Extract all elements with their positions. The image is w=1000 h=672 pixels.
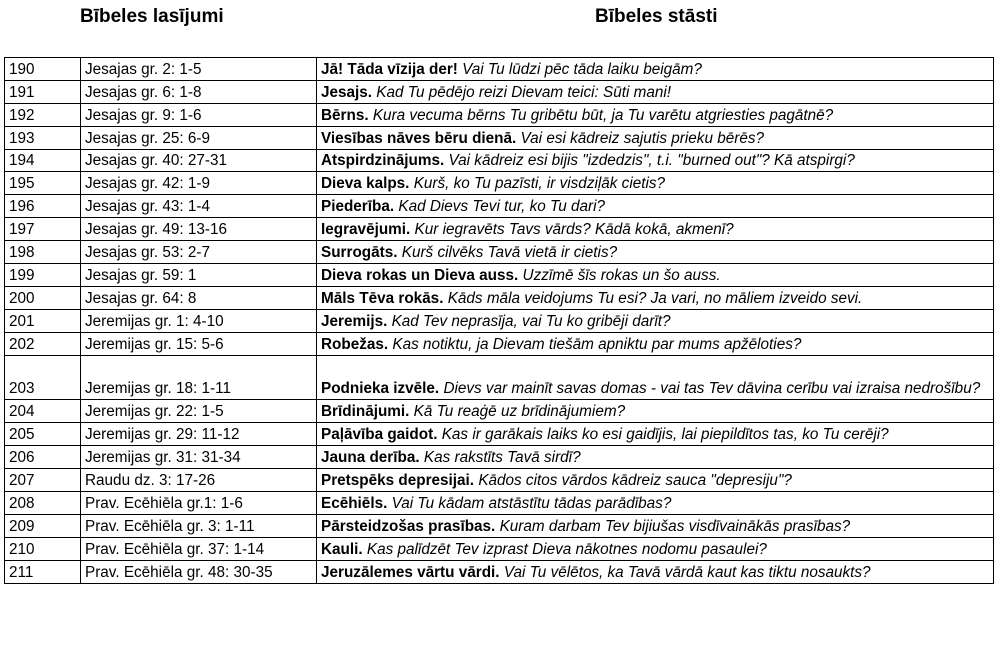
story-question: Kura vecuma bērns Tu gribētu būt, ja Tu varētu atgriesties pagātnē? (372, 106, 834, 124)
row-number: 191 (5, 80, 81, 103)
row-number: 200 (5, 286, 81, 309)
bible-reference: Jesajas gr. 53: 2-7 (81, 241, 317, 264)
stories-header: Bībeles stāsti (595, 6, 718, 27)
row-number: 196 (5, 195, 81, 218)
story-title: Ecēhiēls. (321, 494, 388, 512)
table-row (5, 126, 994, 149)
bible-reference: Jesajas gr. 59: 1 (81, 264, 317, 287)
bible-reference: Prav. Ecēhiēla gr. 48: 30-35 (81, 560, 317, 583)
table-row (5, 218, 994, 241)
bible-reference: Raudu dz. 3: 17-26 (81, 469, 317, 492)
table-row (5, 149, 994, 172)
table-row (5, 400, 994, 423)
row-number: 197 (5, 218, 81, 241)
row-number: 202 (5, 332, 81, 355)
bible-reference: Jeremijas gr. 29: 11-12 (81, 423, 317, 446)
bible-reference: Jesajas gr. 43: 1-4 (81, 195, 317, 218)
story-question: Dievs var mainīt savas domas - vai tas Tev dāvina cerību vai izraisa nedrošību? (443, 380, 981, 398)
story-cell (317, 560, 994, 583)
row-number: 198 (5, 241, 81, 264)
story-title: Jeremijs. (321, 312, 388, 330)
story-cell (317, 514, 994, 537)
story-title: Dieva kalps. (321, 175, 410, 193)
bible-reference: Jeremijas gr. 31: 31-34 (81, 446, 317, 469)
story-cell (317, 149, 994, 172)
row-number: 193 (5, 126, 81, 149)
story-cell (317, 195, 994, 218)
bible-reference: Jesajas gr. 64: 8 (81, 286, 317, 309)
story-cell (317, 355, 994, 400)
story-cell (317, 103, 994, 126)
story-title: Jesajs. (321, 83, 373, 101)
readings-table (4, 57, 994, 584)
story-title: Paļāvība gaidot. (321, 426, 438, 444)
story-title: Brīdinājumi. (321, 403, 410, 421)
bible-reference: Jesajas gr. 2: 1-5 (81, 58, 317, 81)
row-number: 210 (5, 537, 81, 560)
row-number: 203 (5, 355, 81, 400)
story-cell (317, 446, 994, 469)
story-question: Kurš cilvēks Tavā vietā ir cietis? (401, 244, 618, 262)
row-number: 195 (5, 172, 81, 195)
story-question: Vai Tu lūdzi pēc tāda laiku beigām? (462, 60, 702, 78)
table-row (5, 423, 994, 446)
story-cell (317, 286, 994, 309)
bible-reference: Jesajas gr. 6: 1-8 (81, 80, 317, 103)
table-row (5, 241, 994, 264)
story-title: Jauna derība. (321, 449, 420, 467)
table-row (5, 332, 994, 355)
table-body (5, 58, 994, 584)
row-number: 206 (5, 446, 81, 469)
story-question: Kas palīdzēt Tev izprast Dieva nākotnes nodomu pasaulei? (366, 540, 767, 558)
story-cell (317, 241, 994, 264)
story-cell (317, 309, 994, 332)
row-number: 209 (5, 514, 81, 537)
story-question: Kāds māla veidojums Tu esi? Ja vari, no māliem izveido sevi. (447, 289, 863, 307)
table-row (5, 80, 994, 103)
bible-reference: Jesajas gr. 40: 27-31 (81, 149, 317, 172)
row-number: 211 (5, 560, 81, 583)
story-question: Kad Dievs Tevi tur, ko Tu dari? (398, 198, 605, 216)
story-cell (317, 80, 994, 103)
table-row (5, 195, 994, 218)
table-row (5, 172, 994, 195)
story-cell (317, 218, 994, 241)
story-cell (317, 172, 994, 195)
story-title: Viesības nāves bēru dienā. (321, 129, 517, 147)
row-number: 204 (5, 400, 81, 423)
bible-reference: Jeremijas gr. 22: 1-5 (81, 400, 317, 423)
table-row (5, 469, 994, 492)
story-question: Kas notiktu, ja Dievam tiešām apniktu par mums apžēloties? (392, 335, 802, 353)
table-row (5, 514, 994, 537)
story-question: Kad Tev neprasīja, vai Tu ko gribēji darīt? (391, 312, 671, 330)
story-question: Kādos citos vārdos kādreiz sauca "depresiju"? (478, 471, 792, 489)
story-cell (317, 126, 994, 149)
story-title: Māls Tēva rokās. (321, 289, 444, 307)
table-row (5, 286, 994, 309)
story-title: Pārsteidzošas prasības. (321, 517, 496, 535)
story-question: Kuram darbam Tev bijiušas visdīvainākās prasības? (499, 517, 851, 535)
story-title: Piederība. (321, 198, 395, 216)
row-number: 205 (5, 423, 81, 446)
table-row (5, 355, 994, 400)
story-question: Kurš, ko Tu pazīsti, ir visdziļāk cietis? (413, 175, 666, 193)
story-question: Kas rakstīts Tavā sirdī? (423, 449, 581, 467)
story-title: Pretspēks depresijai. (321, 471, 475, 489)
table-row (5, 537, 994, 560)
story-question: Vai Tu vēlētos, ka Tavā vārdā kaut kas tiktu nosaukts? (503, 563, 871, 581)
story-title: Robežas. (321, 335, 389, 353)
story-question: Kur iegravēts Tavs vārds? Kādā kokā, akmenī? (414, 221, 734, 239)
bible-reference: Prav. Ecēhiēla gr. 37: 1-14 (81, 537, 317, 560)
story-cell (317, 58, 994, 81)
story-cell (317, 423, 994, 446)
row-number: 207 (5, 469, 81, 492)
story-cell (317, 469, 994, 492)
bible-reference: Jeremijas gr. 18: 1-11 (81, 355, 317, 400)
bible-reference: Jesajas gr. 49: 13-16 (81, 218, 317, 241)
row-number: 199 (5, 264, 81, 287)
table-row (5, 560, 994, 583)
table-row (5, 264, 994, 287)
bible-reference: Jesajas gr. 25: 6-9 (81, 126, 317, 149)
bible-reference: Prav. Ecēhiēla gr. 3: 1-11 (81, 514, 317, 537)
story-question: Vai Tu kādam atstāstītu tādas parādības? (391, 494, 672, 512)
story-cell (317, 332, 994, 355)
row-number: 194 (5, 149, 81, 172)
story-title: Atspirdzinājums. (321, 152, 445, 170)
readings-header: Bībeles lasījumi (80, 6, 224, 27)
story-title: Kauli. (321, 540, 363, 558)
row-number: 201 (5, 309, 81, 332)
story-question: Kad Tu pēdējo reizi Dievam teici: Sūti mani! (376, 83, 672, 101)
story-title: Podnieka izvēle. (321, 380, 440, 398)
table-row (5, 58, 994, 81)
table-row (5, 309, 994, 332)
row-number: 208 (5, 491, 81, 514)
story-question: Vai kādreiz esi bijis "izdedzis", t.i. "burned out"? Kā atspirgi? (448, 152, 855, 170)
story-title: Iegravējumi. (321, 221, 411, 239)
story-question: Uzzīmē šīs rokas un šo auss. (522, 266, 721, 284)
story-title: Bērns. (321, 106, 369, 124)
table-row (5, 446, 994, 469)
bible-reference: Prav. Ecēhiēla gr.1: 1-6 (81, 491, 317, 514)
bible-reference: Jesajas gr. 42: 1-9 (81, 172, 317, 195)
bible-reference: Jeremijas gr. 1: 4-10 (81, 309, 317, 332)
story-question: Kas ir garākais laiks ko esi gaidījis, lai piepildītos tas, ko Tu cerēji? (441, 426, 889, 444)
story-question: Kā Tu reaģē uz brīdinājumiem? (413, 403, 626, 421)
story-title: Jeruzālemes vārtu vārdi. (321, 563, 500, 581)
story-cell (317, 491, 994, 514)
bible-reference: Jeremijas gr. 15: 5-6 (81, 332, 317, 355)
row-number: 192 (5, 103, 81, 126)
story-title: Surrogāts. (321, 244, 398, 262)
story-cell (317, 264, 994, 287)
story-cell (317, 537, 994, 560)
table-row (5, 491, 994, 514)
bible-reference: Jesajas gr. 9: 1-6 (81, 103, 317, 126)
table-row (5, 103, 994, 126)
story-cell (317, 400, 994, 423)
story-title: Dieva rokas un Dieva auss. (321, 266, 519, 284)
story-title: Jā! Tāda vīzija der! (321, 60, 458, 78)
story-question: Vai esi kādreiz sajutis prieku bērēs? (520, 129, 764, 147)
row-number: 190 (5, 58, 81, 81)
